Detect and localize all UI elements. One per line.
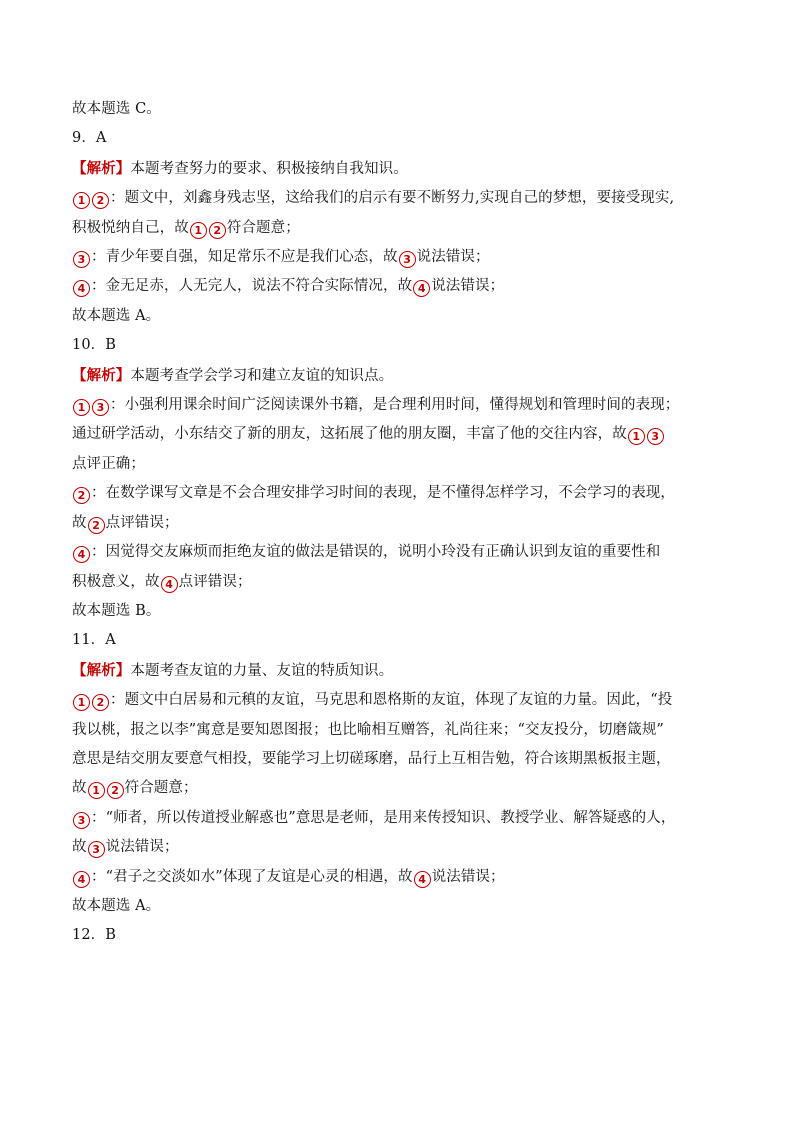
text-line: [72, 243, 728, 272]
circled-number: 2: [92, 192, 109, 209]
text-segment: 故本题选 A。: [72, 897, 161, 914]
circled-number: 3: [647, 428, 664, 445]
text-line: [72, 184, 728, 213]
text-line: [72, 656, 728, 686]
text-line: [72, 214, 728, 243]
text-segment: 积极意义，故: [72, 573, 160, 590]
text-segment: 本题考查学会学习和建立友谊的知识点。: [130, 367, 394, 384]
text-segment: 符合题意；: [124, 780, 198, 797]
text-line: [72, 921, 728, 950]
circled-number: 2: [88, 517, 105, 534]
text-segment: 符合题意；: [226, 219, 300, 236]
circled-number: 1: [88, 782, 105, 799]
text-segment: 我以桃，报之以李”寓意是要知恩图报；也比喻相互赠答，礼尚往来；“交友投分，切磨箴规”: [72, 721, 664, 738]
text-segment: 故本题选 B。: [72, 602, 161, 619]
circled-number: 1: [190, 222, 207, 239]
circled-number: 1: [73, 192, 90, 209]
circled-number: 4: [73, 871, 90, 888]
text-segment: 故本题选 A。: [72, 307, 161, 324]
circled-number: 1: [73, 399, 90, 416]
circled-number: 4: [161, 576, 178, 593]
circled-number: 4: [414, 871, 431, 888]
text-segment: ：在数学课写文章是不会合理安排学习时间的表现，是不懂得怎样学习，不会学习的表现，: [91, 485, 675, 502]
text-segment: ：“君子之交淡如水”体现了友谊是心灵的相遇，故: [91, 868, 413, 885]
analysis-tag: 【解析】: [72, 661, 131, 679]
circled-number: 1: [628, 428, 645, 445]
text-line: [72, 568, 728, 597]
text-segment: 积极悦纳自己，故: [72, 219, 189, 236]
analysis-tag: 【解析】: [72, 366, 131, 384]
circled-number: 3: [88, 841, 105, 858]
circled-number: 1: [73, 694, 90, 711]
text-segment: 11．A: [72, 632, 116, 649]
text-segment: 故: [72, 514, 87, 531]
circled-number: 4: [73, 280, 90, 297]
text-segment: 12．B: [72, 927, 117, 944]
text-segment: 点评错误；: [178, 573, 252, 590]
text-segment: 本题考查友谊的力量、友谊的特质知识。: [130, 662, 394, 679]
text-segment: 说法错误；: [431, 868, 505, 885]
text-segment: ：题文中白居易和元稹的友谊，马克思和恩格斯的友谊，体现了友谊的力量。因此，“投: [110, 692, 673, 709]
text-line: [72, 95, 728, 124]
text-line: [72, 302, 728, 331]
circled-number: 3: [92, 399, 109, 416]
text-segment: 通过研学活动，小东结交了新的朋友，这拓展了他的朋友圈，丰富了他的交往内容，故: [72, 426, 627, 443]
text-segment: 说法错误；: [431, 278, 505, 295]
circled-number: 4: [413, 280, 430, 297]
circled-number: 2: [209, 222, 226, 239]
text-line: [72, 391, 728, 420]
text-line: [72, 686, 728, 715]
text-line: [72, 863, 728, 892]
text-line: [72, 361, 728, 391]
text-segment: ：青少年要自强，知足常乐不应是我们心态，故: [91, 249, 398, 266]
text-line: [72, 272, 728, 301]
text-segment: 点评错误；: [105, 514, 179, 531]
text-segment: ：题文中，刘鑫身残志坚，这给我们的启示有要不断努力,实现自己的梦想，要接受现实,: [110, 190, 675, 207]
text-segment: 意思是结交朋友要意气相投，要能学习上切磋琢磨，品行上互相告勉，符合该期黑板报主题，: [72, 750, 671, 767]
text-line: [72, 450, 728, 479]
text-segment: 9．A: [72, 130, 107, 147]
text-segment: 说法错误；: [105, 839, 179, 856]
text-line: [72, 509, 728, 538]
text-line: [72, 124, 728, 153]
text-segment: ：金无足赤，人无完人，说法不符合实际情况，故: [91, 278, 413, 295]
analysis-tag: 【解析】: [72, 159, 131, 177]
text-line: [72, 154, 728, 184]
text-segment: 本题考查努力的要求、积极接纳自我知识。: [130, 160, 408, 177]
text-line: [72, 745, 728, 774]
text-line: [72, 716, 728, 745]
text-segment: 10．B: [72, 337, 117, 354]
circled-number: 4: [73, 546, 90, 563]
text-segment: 说法错误；: [416, 249, 490, 266]
document-page: [72, 95, 728, 951]
circled-number: 2: [73, 487, 90, 504]
text-segment: ：因觉得交友麻烦而拒绝友谊的做法是错误的，说明小玲没有正确认识到友谊的重要性和: [91, 544, 661, 561]
text-segment: 故: [72, 839, 87, 856]
text-line: [72, 833, 728, 862]
text-line: [72, 420, 728, 449]
text-segment: ：小强利用课余时间广泛阅读课外书籍，是合理利用时间，懂得规划和管理时间的表现；: [110, 397, 680, 414]
text-segment: 点评正确；: [72, 455, 145, 472]
text-segment: 故: [72, 780, 87, 797]
text-line: [72, 892, 728, 921]
circled-number: 3: [73, 251, 90, 268]
circled-number: 2: [92, 694, 109, 711]
circled-number: 3: [73, 812, 90, 829]
text-line: [72, 538, 728, 567]
text-segment: ：“师者，所以传道授业解惑也”意思是老师，是用来传授知识、教授学业、解答疑惑的人，: [91, 809, 676, 826]
text-segment: 故本题选 C。: [72, 101, 161, 117]
text-line: [72, 479, 728, 508]
text-line: [72, 804, 728, 833]
text-line: [72, 626, 728, 655]
circled-number: 3: [399, 251, 416, 268]
text-line: [72, 331, 728, 360]
circled-number: 2: [107, 782, 124, 799]
text-line: [72, 597, 728, 626]
text-line: [72, 774, 728, 803]
